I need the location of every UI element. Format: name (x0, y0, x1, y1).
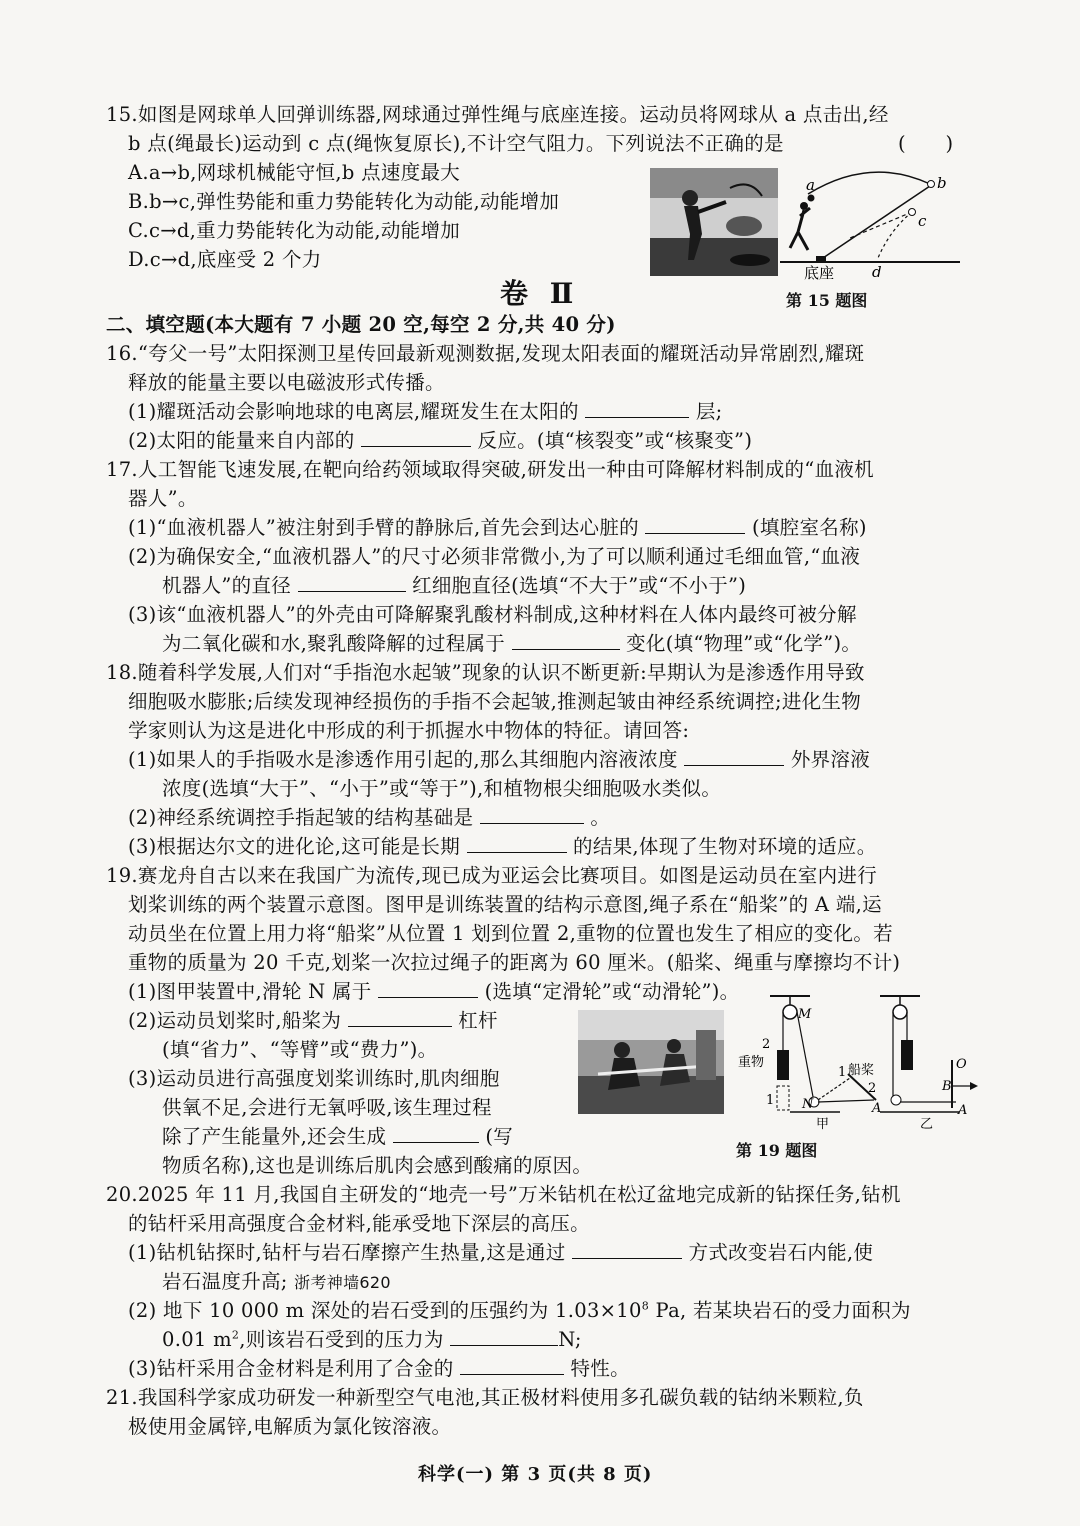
q18-stem-line1: 18.随着科学发展,人们对“手指泡水起皱”现象的认识不断更新:早期认为是渗透作用导致 (106, 661, 865, 684)
q15-trajectory-diagram (780, 160, 970, 280)
q20-blank-2[interactable] (450, 1327, 558, 1346)
q19-stem-line2: 划桨训练的两个装置示意图。图甲是训练装置的结构示意图,绳子系在“船桨”的 A 端,运 (128, 893, 882, 916)
q20-sub3: (3)钻杆采用合金材料是利用了合金的 特性。 (128, 1357, 630, 1380)
q18-sub1-line2: 浓度(选填“大于”、“小于”或“等于”),和植物根尖细胞吸水类似。 (162, 777, 722, 800)
q17-blank-2[interactable] (298, 573, 406, 592)
q17-stem-line2: 器人”。 (128, 487, 198, 510)
q20-blank-3[interactable] (460, 1356, 564, 1375)
q19-stem-line1: 19.赛龙舟自古以来在我国广为流传,现已成为亚运会比赛项目。如图是运动员在室内进行 (106, 864, 878, 887)
q19-stem-line3: 动员坐在位置上用力将“船桨”从位置 1 划到位置 2,重物的位置也发生了相应的变化。若 (128, 922, 893, 945)
q20-sub1-line2: 岩石温度升高; 浙考神墙620 (162, 1270, 391, 1293)
q19-oar-pulley-diagram (730, 990, 980, 1130)
q15-label-d: d (872, 263, 882, 280)
q18-sub3: (3)根据达尔文的进化论,这可能是长期 的结果,体现了生物对环境的适应。 (128, 835, 877, 858)
q19-label-a-jia: A (872, 1101, 882, 1116)
q19-blank-1[interactable] (378, 979, 478, 998)
q21-stem-line1: 21.我国科学家成功研发一种新型空气电池,其正极材料使用多孔碳负载的钴纳米颗粒,负 (106, 1386, 864, 1409)
q20-blank-1[interactable] (572, 1240, 682, 1259)
q19-label-n: N (802, 1097, 814, 1112)
q19-label-2-oar: 2 (868, 1081, 877, 1096)
q19-label-a-yi: A (958, 1103, 968, 1118)
q16-blank-2[interactable] (361, 428, 471, 447)
q16-stem-line2: 释放的能量主要以电磁波形式传播。 (128, 371, 445, 394)
q17-blank-1[interactable] (645, 515, 745, 534)
q17-sub2-line2: 机器人”的直径 红细胞直径(选填“不大于”或“不小于”) (162, 574, 747, 597)
q19-label-oar: 船桨 (848, 1063, 875, 1078)
q15-label-b: b (937, 174, 947, 192)
q19-label-1-weight: 1 (766, 1093, 775, 1108)
q15-stem-line2: b 点(绳最长)运动到 c 点(绳恢复原长),不计空气阻力。下列说法不正确的是 (128, 132, 784, 155)
q20-sub2-line1: (2) 地下 10 000 m 深处的岩石受到的压强约为 $1.03\times 10^8$ Pa, 若某块岩石的受力面积为 (128, 1299, 911, 1322)
q15-label-c: c (918, 212, 927, 230)
q19-sub3-line4: 物质名称),这也是训练后肌肉会感到酸痛的原因。 (162, 1154, 593, 1177)
q18-blank-2[interactable] (480, 805, 584, 824)
q18-stem-line2: 细胞吸水膨胀;后续发现神经损伤的手指不会起皱,推测起皱由神经系统调控;进化生物 (128, 690, 862, 713)
volume-title: 卷 Ⅱ (500, 277, 580, 310)
q16-stem-line1: 16.“夸父一号”太阳探测卫星传回最新观测数据,发现太阳表面的耀斑活动异常剧烈,耀斑 (106, 342, 865, 365)
q19-label-yi: 乙 (920, 1117, 934, 1130)
q19-blank-3[interactable] (393, 1124, 479, 1143)
q15-option-d: D.c→d,底座受 2 个力 (128, 248, 322, 271)
q19-rowing-photo (578, 1010, 724, 1114)
q20-sub1-line1: (1)钻机钻探时,钻杆与岩石摩擦产生热量,这是通过 方式改变岩石内能,使 (128, 1241, 874, 1264)
q17-stem-line1: 17.人工智能飞速发展,在靶向给药领域取得突破,研发出一种由可降解材料制成的“血液机 (106, 458, 874, 481)
q17-blank-3[interactable] (512, 631, 620, 650)
q19-label-1-oar: 1 (838, 1065, 847, 1080)
q18-blank-3[interactable] (467, 834, 567, 853)
q19-sub3-line3: 除了产生能量外,还会生成 (写 (162, 1125, 514, 1148)
q18-blank-1[interactable] (684, 747, 784, 766)
q20-stem-line1: 20.2025 年 11 月,我国自主研发的“地壳一号”万米钻机在松辽盆地完成新的钻探任务,钻机 (106, 1183, 901, 1206)
q19-label-m: M (798, 1007, 812, 1022)
q15-label-a: a (806, 176, 815, 194)
q19-sub1: (1)图甲装置中,滑轮 N 属于 (选填“定滑轮”或“动滑轮”)。 (128, 980, 740, 1003)
q21-stem-line2: 极使用金属锌,电解质为氯化铵溶液。 (128, 1415, 452, 1438)
q19-figure-caption: 第 19 题图 (736, 1141, 818, 1160)
q19-label-2-weight: 2 (762, 1037, 771, 1052)
q15-answer-paren: ( ) (898, 132, 954, 155)
q17-sub1: (1)“血液机器人”被注射到手臂的静脉后,首先会到达心脏的 (填腔室名称) (128, 516, 867, 539)
q17-sub2-line1: (2)为确保安全,“血液机器人”的尺寸必须非常微小,为了可以顺利通过毛细血管,“血液 (128, 545, 861, 568)
q19-sub2-line1: (2)运动员划桨时,船桨为 杠杆 (128, 1009, 498, 1032)
q15-figure-caption: 第 15 题图 (786, 291, 868, 310)
q19-sub3-line1: (3)运动员进行高强度划桨训练时,肌肉细胞 (128, 1067, 500, 1090)
q15-tennis-photo (650, 168, 778, 276)
q16-blank-1[interactable] (585, 399, 689, 418)
q15-option-a: A.a→b,网球机械能守恒,b 点速度最大 (128, 161, 461, 184)
q18-sub2: (2)神经系统调控手指起皱的结构基础是 。 (128, 806, 611, 829)
q16-sub1: (1)耀斑活动会影响地球的电离层,耀斑发生在太阳的 层; (128, 400, 723, 423)
q15-option-b: B.b→c,弹性势能和重力势能转化为动能,动能增加 (128, 190, 560, 213)
q18-sub1-line1: (1)如果人的手指吸水是渗透作用引起的,那么其细胞内溶液浓度 外界溶液 (128, 748, 871, 771)
q15-option-c: C.c→d,重力势能转化为动能,动能增加 (128, 219, 461, 242)
watermark-text: 浙考神墙620 (294, 1273, 391, 1292)
q19-label-weight: 重物 (738, 1055, 765, 1070)
q20-stem-line2: 的钻杆采用高强度合金材料,能承受地下深层的高压。 (128, 1212, 590, 1235)
q20-sub2-line2: 0.01 $m^2$,则该岩石受到的压力为 N; (162, 1328, 582, 1351)
q19-sub3-line2: 供氧不足,会进行无氧呼吸,该生理过程 (162, 1096, 492, 1119)
q15-label-base: 底座 (804, 264, 835, 280)
q19-stem-line4: 重物的质量为 20 千克,划桨一次拉过绳子的距离为 60 厘米。(船桨、绳重与摩擦均不计) (128, 951, 901, 974)
q19-label-b: B (942, 1079, 952, 1094)
q18-stem-line3: 学家则认为这是进化中形成的利于抓握水中物体的特征。请回答: (128, 719, 690, 742)
q19-sub2-line2: (填“省力”、“等臂”或“费力”)。 (162, 1038, 438, 1061)
q19-label-o: O (956, 1057, 967, 1072)
q17-sub3-line1: (3)该“血液机器人”的外壳由可降解聚乳酸材料制成,这种材料在人体内最终可被分解 (128, 603, 857, 626)
page-footer: 科学(一) 第 3 页(共 8 页) (418, 1464, 653, 1485)
q16-sub2: (2)太阳的能量来自内部的 反应。(填“核裂变”或“核聚变”) (128, 429, 753, 452)
q19-label-jia: 甲 (816, 1117, 830, 1130)
section-two-heading: 二、填空题(本大题有 7 小题 20 空,每空 2 分,共 40 分) (106, 313, 616, 336)
q17-sub3-line2: 为二氧化碳和水,聚乳酸降解的过程属于 变化(填“物理”或“化学”)。 (162, 632, 862, 655)
q15-stem-line1: 15.如图是网球单人回弹训练器,网球通过弹性绳与底座连接。运动员将网球从 a 点击出,经 (106, 103, 889, 126)
q19-blank-2[interactable] (348, 1008, 452, 1027)
